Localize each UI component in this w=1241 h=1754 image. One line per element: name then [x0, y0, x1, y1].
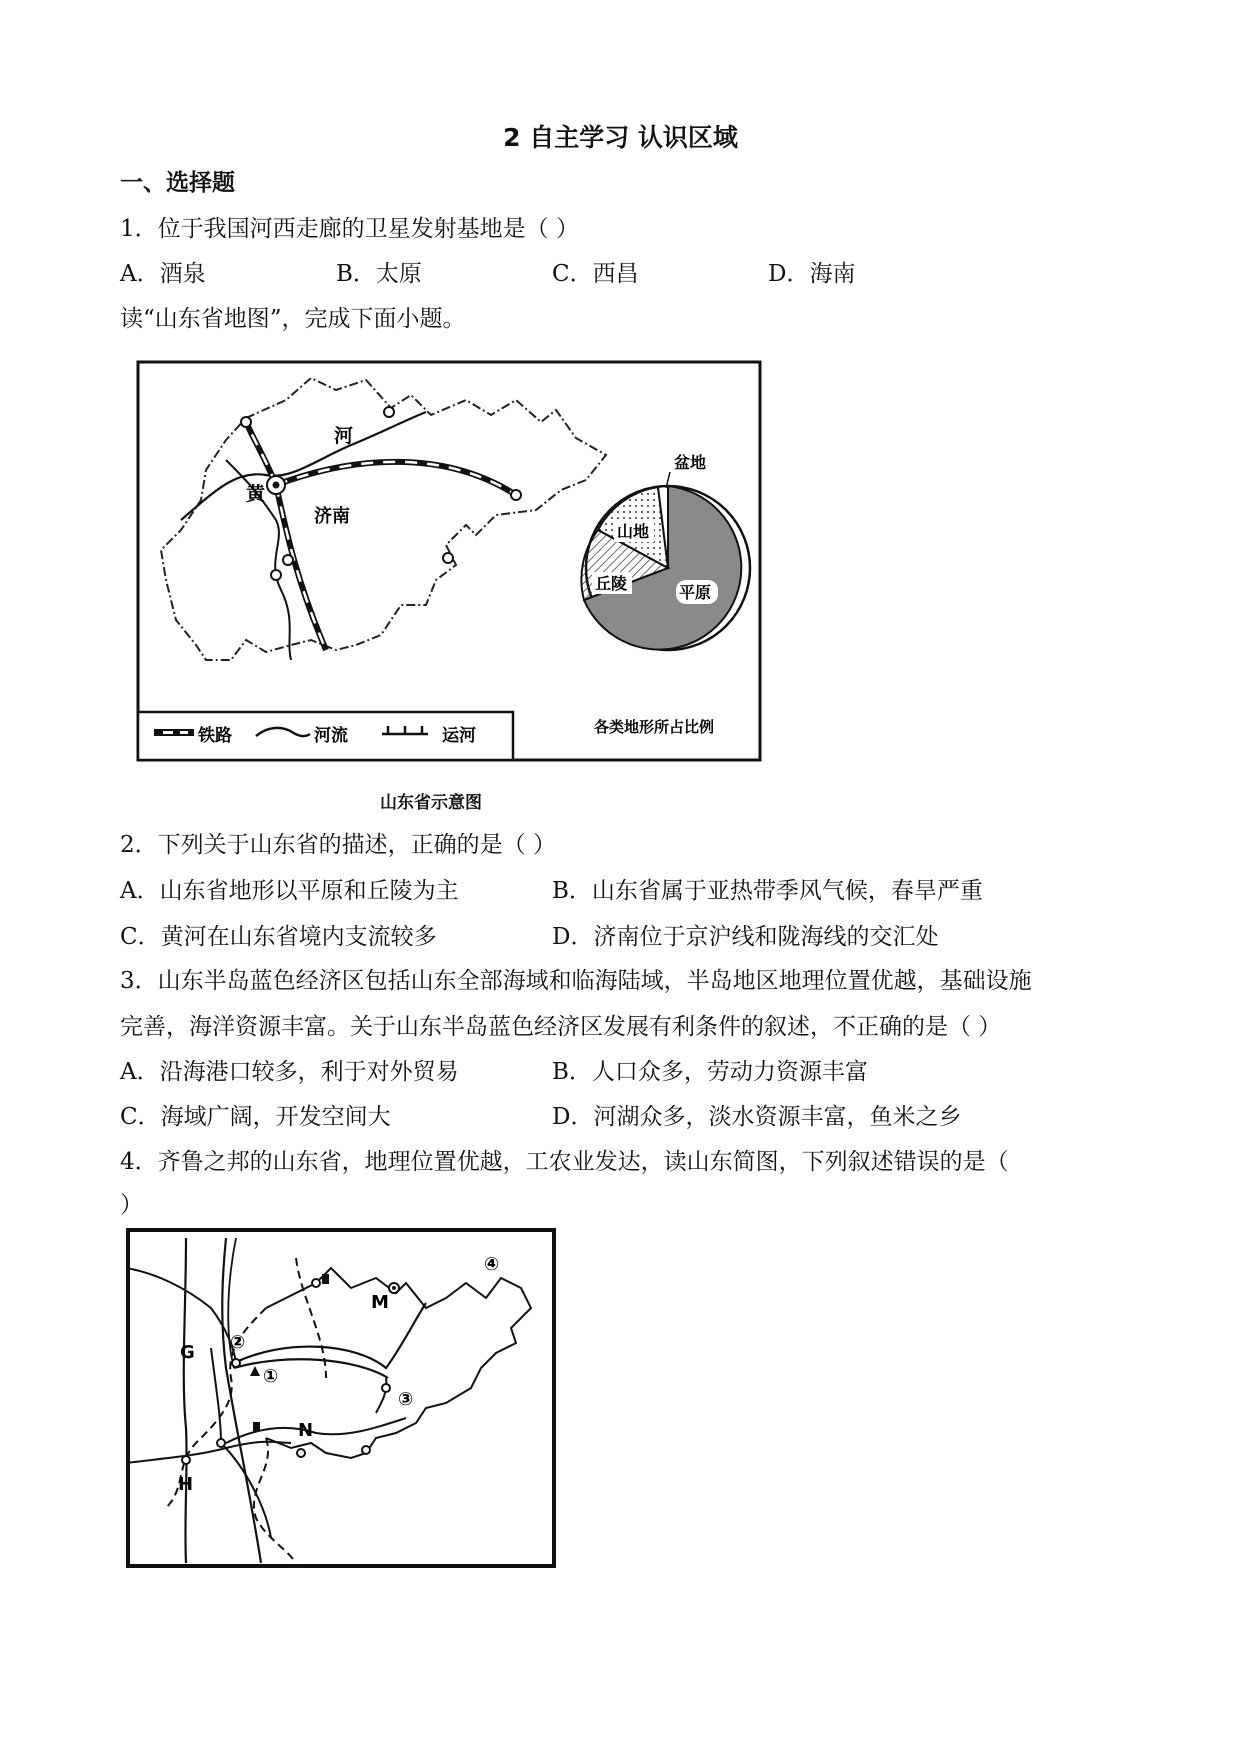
map2-frame [128, 1230, 554, 1566]
question-4-stem-line1: 4．齐鲁之邦的山东省，地理位置优越，工农业发达，读山东简图，下列叙述错误的是（ [120, 1149, 1009, 1175]
pie-label-mountain: 山地 [617, 522, 650, 541]
q1-option-b[interactable]: B．太原 [336, 261, 422, 287]
question-1-stem: 1．位于我国河西走廊的卫星发射基地是（ ） [120, 216, 579, 242]
pie-title: 各类地形所占比例 [594, 718, 715, 736]
label-point-1: ① [263, 1366, 279, 1387]
q2-option-d[interactable]: D．济南位于京沪线和陇海线的交汇处 [552, 924, 939, 950]
pie-label-hills: 丘陵 [595, 574, 628, 593]
label-M: M [371, 1292, 389, 1313]
mine-icon [322, 1274, 329, 1284]
river-label-huang: 黄 [246, 483, 266, 505]
shandong-map [136, 360, 762, 762]
question-3-stem-line2: 完善，海洋资源丰富。关于山东半岛蓝色经济区发展有利条件的叙述，不正确的是（ ） [120, 1014, 1002, 1040]
shandong-sketch-map [126, 1228, 556, 1568]
legend-river: 河流 [314, 726, 348, 746]
q3-option-c[interactable]: C．海域广阔，开发空间大 [120, 1104, 391, 1130]
label-point-4: ④ [484, 1254, 500, 1275]
pie-label-basin: 盆地 [674, 453, 707, 472]
map-legend [138, 712, 513, 760]
label-H: H [178, 1474, 194, 1495]
q3-option-b[interactable]: B．人口众多，劳动力资源丰富 [552, 1059, 868, 1085]
pie-label-plain: 平原 [679, 583, 712, 602]
legend-canal: 运河 [442, 726, 476, 746]
q3-option-d[interactable]: D．河湖众多，淡水资源丰富，鱼米之乡 [552, 1104, 962, 1130]
label-G: G [180, 1342, 195, 1363]
q2-option-c[interactable]: C．黄河在山东省境内支流较多 [120, 924, 437, 950]
section-heading: 一、选择题 [120, 170, 235, 196]
q1-option-d[interactable]: D．海南 [768, 261, 856, 287]
page-title: 2 自主学习 认识区域 [503, 123, 738, 152]
label-point-2: ② [230, 1332, 246, 1353]
q3-option-a[interactable]: A．沿海港口较多，利于对外贸易 [120, 1059, 459, 1085]
city-label-jinan: 济南 [314, 506, 350, 527]
legend-railway: 铁路 [198, 726, 232, 746]
mine-icon [253, 1422, 260, 1431]
label-point-3: ③ [398, 1389, 414, 1410]
question-4-stem-line2: ） [120, 1192, 143, 1218]
q2-option-b[interactable]: B．山东省属于亚热带季风气候，春旱严重 [552, 878, 983, 904]
label-N: N [298, 1420, 314, 1441]
q2-option-a[interactable]: A．山东省地形以平原和丘陵为主 [120, 878, 459, 904]
q1-option-a[interactable]: A．酒泉 [120, 261, 206, 287]
map-intro: 读“山东省地图”，完成下面小题。 [120, 306, 466, 332]
q1-option-c[interactable]: C．西昌 [552, 261, 639, 287]
river-label-he: 河 [334, 425, 354, 447]
question-2-stem: 2．下列关于山东省的描述，正确的是（ ） [120, 832, 556, 858]
question-3-stem-line1: 3．山东半岛蓝色经济区包括山东全部海域和临海陆域，半岛地区地理位置优越，基础设施 [120, 968, 1032, 994]
map1-caption: 山东省示意图 [380, 793, 482, 813]
